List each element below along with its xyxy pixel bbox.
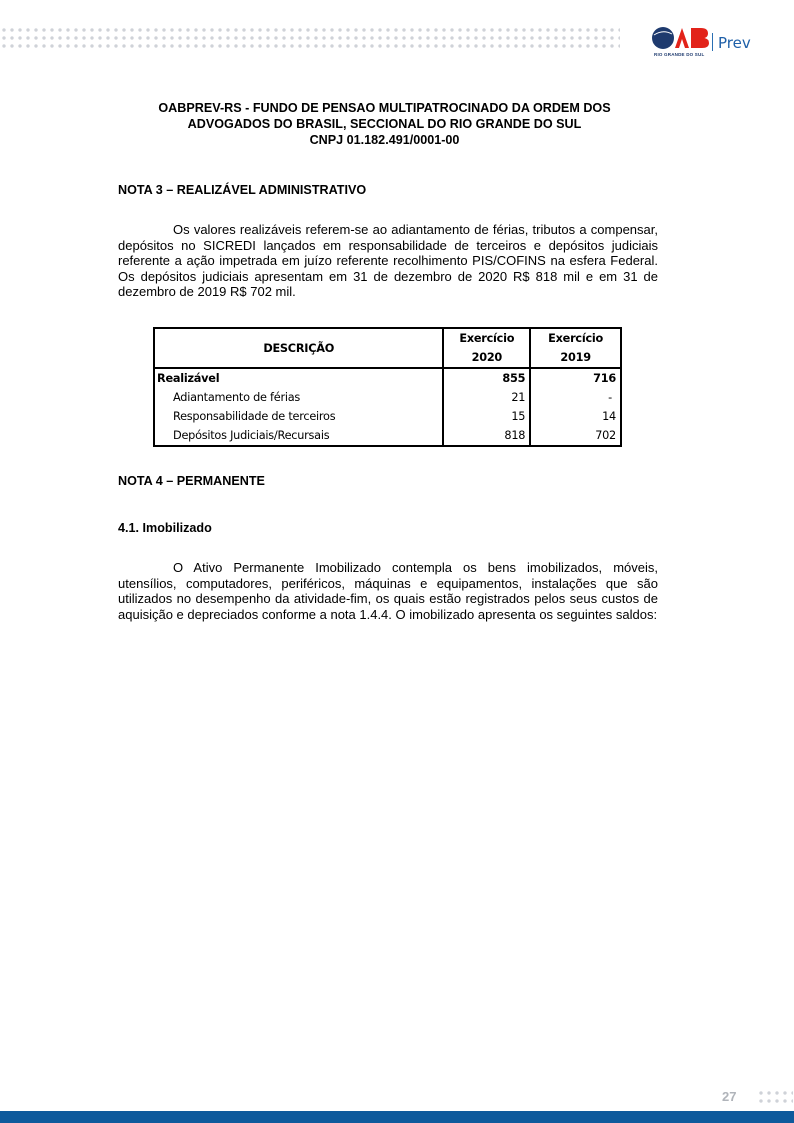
row-value-2020: 855 [443,368,530,388]
page-number: 27 [722,1089,737,1104]
row-label: Adiantamento de férias [154,388,443,407]
row-value-2019: - [530,388,621,407]
nota3-heading: NOTA 3 – REALIZÁVEL ADMINISTRATIVO [118,183,367,197]
row-label: Realizável [154,368,443,388]
table-row [154,426,621,446]
document-header [118,100,651,148]
row-value-2020: 15 [443,407,530,426]
col-header-descricao: DESCRIÇÃO [154,328,443,368]
row-value-2019: 716 [530,368,621,388]
table-row [154,388,621,407]
header-line-2: ADVOGADOS DO BRASIL, SECCIONAL DO RIO GRANDE DO SUL [187,117,582,131]
row-value-2020: 21 [443,388,530,407]
row-value-2020: 818 [443,426,530,446]
nota4-heading: NOTA 4 – PERMANENTE [118,474,265,488]
col-header-2019-label: Exercício [548,332,604,345]
table-row [154,368,621,388]
row-label: Depósitos Judiciais/Recursais [154,426,443,446]
oab-logo-icon [652,25,712,53]
decorative-dot-pattern-top [0,26,620,52]
col-header-2020-year: 2020 [471,351,503,364]
logo-divider [712,33,713,51]
row-label: Responsabilidade de terceiros [154,407,443,426]
col-header-2020-label: Exercício [459,332,515,345]
nota4-paragraph: O Ativo Permanente Imobilizado contempla os bens imobilizados, móveis, utensílios, computadores, periféricos, máquinas e equipamentos, instalações que são utilizados no desempenho da atividade-fim, os quais estão registrados pelos seus custos de aquisição e depreciados conforme a nota 1.4.4. O imobilizado apresenta os seguintes saldos: [118,560,658,622]
imobilizado-subheading: 4.1. Imobilizado [118,521,212,535]
decorative-dot-pattern-bottom [757,1089,793,1105]
col-header-2019-year: 2019 [560,351,591,364]
nota3-paragraph: Os valores realizáveis referem-se ao adiantamento de férias, tributos a compensar, depósitos no SICREDI lançados em responsabilidade de terceiros e depósitos judiciais referente a ação impetrada em juízo referente recolhimento PIS/COFINS na esfera Federal. Os depósitos judiciais apresentam em 31 de dezembro de 2020 R$ 818 mil e em 31 de dezembro de 2019 R$ 702 mil. [118,222,658,299]
row-value-2019: 702 [530,426,621,446]
table-row [154,407,621,426]
header-line-3-cnpj: CNPJ 01.182.491/0001-00 [309,133,460,147]
logo-product-name: Prev [718,34,751,52]
col-header-2019 [530,328,621,368]
col-header-2020 [443,328,530,368]
footer-bar [0,1111,794,1123]
row-value-2019: 14 [530,407,621,426]
realizavel-table [153,327,622,447]
header-line-1: OABPREV-RS - FUNDO DE PENSAO MULTIPATROCINADO DA ORDEM DOS [158,101,611,115]
logo-subtitle: RIO GRANDE DO SUL [654,52,705,57]
table-header-row [154,328,621,368]
oab-prev-logo [652,25,764,61]
